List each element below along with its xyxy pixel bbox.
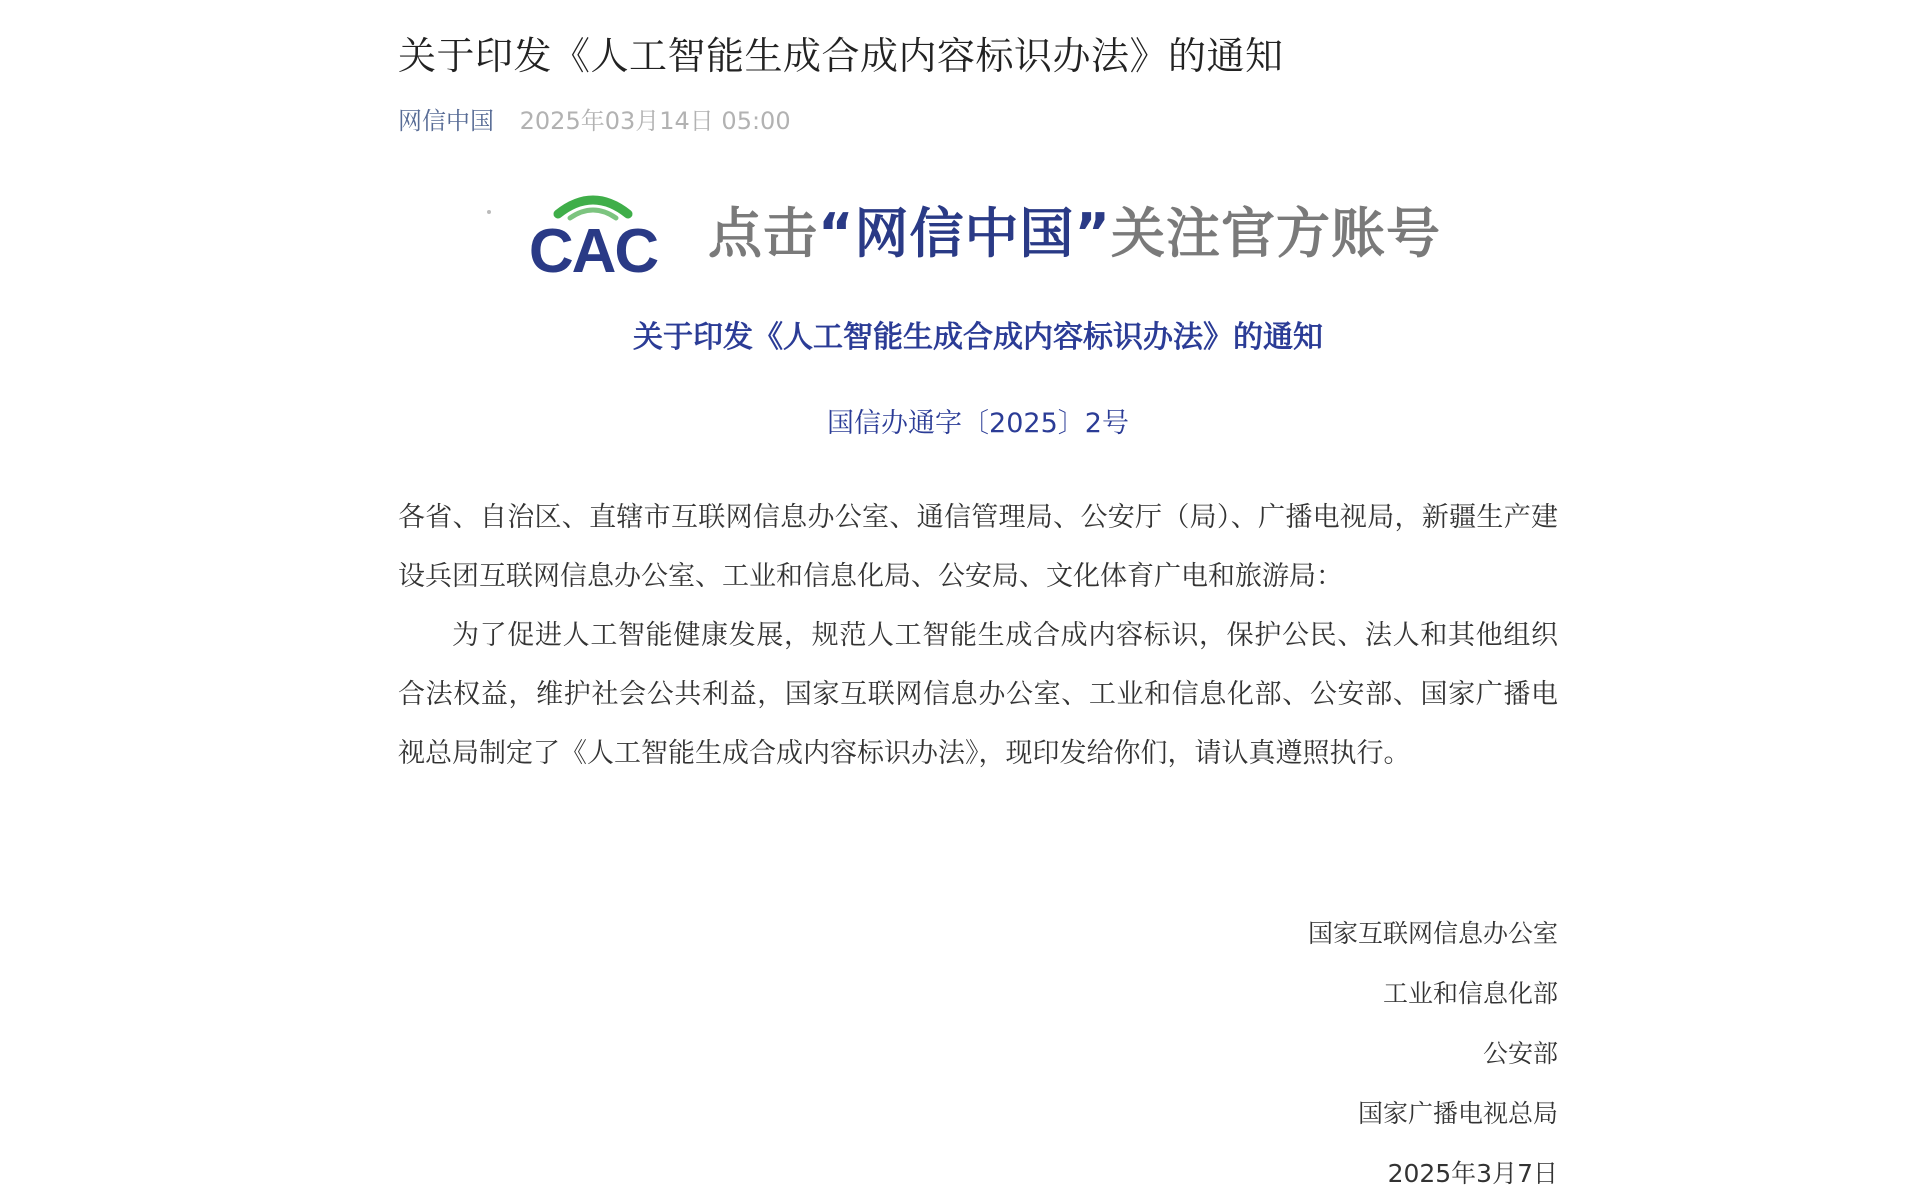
addressee-paragraph: 各省、自治区、直辖市互联网信息办公室、通信管理局、公安厅（局）、广播电视局，新疆生产建设兵团互联网信息办公室、工业和信息化局、公安局、文化体育广电和旅游局： — [398, 502, 1558, 592]
page-title: 关于印发《人工智能生成合成内容标识办法》的通知 — [398, 34, 1284, 78]
document-date: 2025年3月7日 — [1387, 1159, 1558, 1188]
publish-time: 2025年03月14日 05:00 — [519, 107, 791, 135]
signatory-miit: 工业和信息化部 — [1382, 979, 1558, 1008]
follow-prompt-account: “网信中国” — [818, 202, 1111, 265]
document-title: 关于印发《人工智能生成合成内容标识办法》的通知 — [633, 320, 1323, 355]
signatory-cac: 国家互联网信息办公室 — [1307, 919, 1558, 948]
document-number: 国信办通字〔2025〕2号 — [827, 408, 1129, 439]
cac-logo-icon — [518, 190, 668, 280]
signatory-mps: 公安部 — [1482, 1039, 1558, 1068]
follow-prompt-suffix: 关注官方账号 — [1110, 202, 1441, 265]
article-container — [398, 0, 1558, 1200]
account-name-link[interactable]: 网信中国 — [398, 107, 494, 135]
follow-banner[interactable] — [398, 180, 1558, 290]
decorative-dot — [487, 210, 491, 214]
follow-prompt-prefix: 点击 — [708, 202, 818, 265]
body-paragraph: 为了促进人工智能健康发展，规范人工智能生成合成内容标识，保护公民、法人和其他组织合法权益，维护社会公共利益，国家互联网信息办公室、工业和信息化部、公安部、国家广播电视总局制定了《人工智能生成合成内容标识办法》，现印发给你们，请认真遵照执行。 — [398, 620, 1558, 769]
article-meta — [398, 104, 791, 138]
cac-logo-text: CAC — [528, 217, 658, 280]
signatory-nrta: 国家广播电视总局 — [1357, 1099, 1558, 1128]
follow-prompt — [708, 194, 1441, 274]
signature-block — [958, 904, 1558, 1204]
document-body — [398, 488, 1558, 783]
